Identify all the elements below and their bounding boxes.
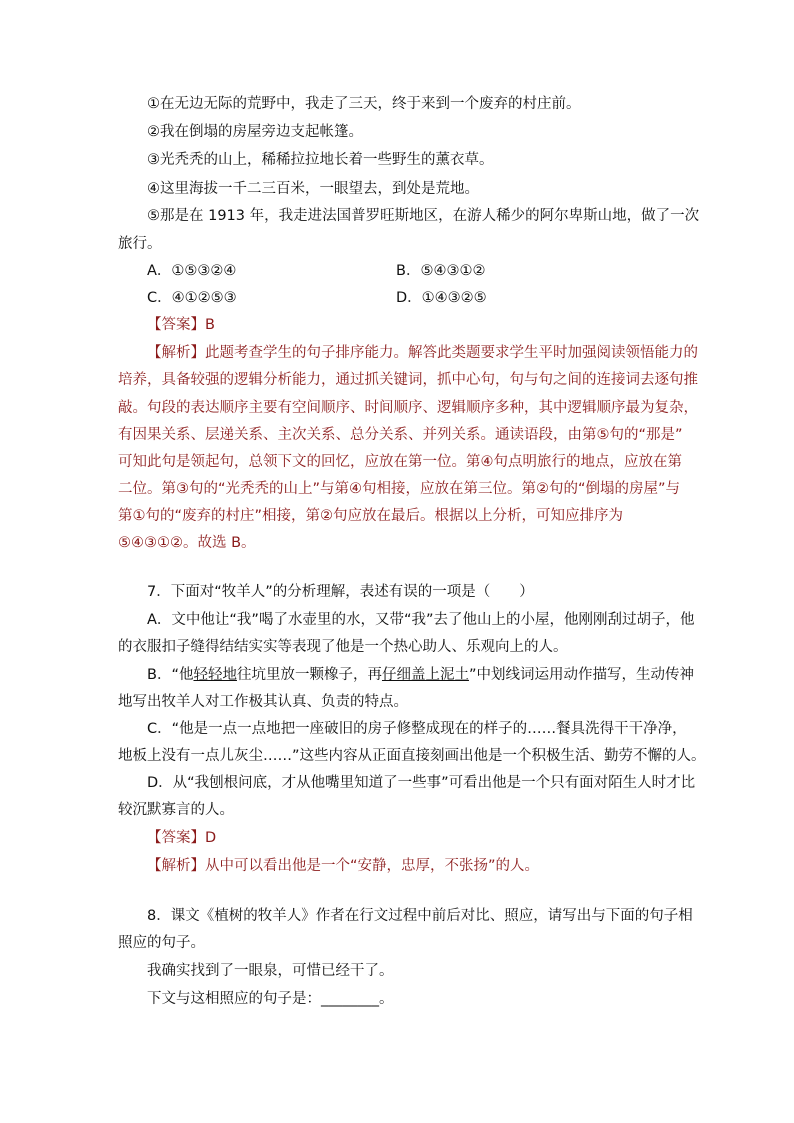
- q7-option-b-text: 往坑里放一颗橡子，再: [236, 667, 382, 683]
- q6-sentence-3: ③光秃秃的山上，稀稀拉拉地长着一些野生的薰衣草。: [147, 152, 494, 168]
- q6-sentence-1: ①在无边无际的荒野中，我走了三天，终于来到一个废弃的村庄前。: [147, 96, 581, 112]
- q7-option-b-line-1: [147, 665, 694, 685]
- q7-option-b-text: B．“他: [147, 667, 194, 683]
- q7-stem: 7．下面对“牧羊人”的分析理解，表述有误的一项是（ ）: [147, 584, 534, 600]
- q7-option-a-line-1: A．文中他让“我”喝了水壶里的水，又带“我”去了他山上的小屋，他刚刚刮过胡子，他: [147, 612, 695, 628]
- q6-analysis-line: 【解析】此题考查学生的句子排序能力。解答此类题要求学生平时加强阅读领悟能力的: [147, 345, 698, 361]
- q6-sentence-5-line-2: 旅行。: [118, 236, 162, 252]
- q6-analysis-line: 有因果关系、层递关系、主次关系、总分关系、并列关系。通读语段，由第⑤句的“那是”: [118, 427, 683, 443]
- q8-answer-prompt: 下文与这相照应的句子是：________。: [147, 991, 394, 1007]
- q6-sentence-2: ②我在倒塌的房屋旁边支起帐篷。: [147, 124, 363, 140]
- q6-option-b: B．⑤④③①②: [396, 263, 486, 279]
- q6-sentence-5-line-1: ⑤那是在 1913 年，我走进法国普罗旺斯地区，在游人稀少的阿尔卑斯山地，做了一次: [147, 208, 700, 224]
- q7-option-c-line-1: C．“他是一点一点地把一座破旧的房子修整成现在的样子的……餐具洗得干干净净，: [147, 721, 687, 737]
- q7-option-d-line-1: D．从“我刨根问底，才从他嘴里知道了一些事”可看出他是一个只有面对陌生人时才比: [147, 775, 696, 791]
- q8-stem-line-2: 照应的句子。: [118, 935, 205, 951]
- q7-option-a-line-2: 的衣服扣子缝得结结实实等表现了他是一个热心助人、乐观向上的人。: [118, 639, 568, 655]
- q6-analysis-line: 培养，具备较强的逻辑分析能力，通过抓关键词，抓中心句，句与句之间的连接词去逐句推: [118, 372, 698, 388]
- q6-sentence-4: ④这里海拔一千二三百米，一眼望去，到处是荒地。: [147, 181, 479, 197]
- q6-analysis-line: 敲。句段的表达顺序主要有空间顺序、时间顺序、逻辑顺序多种，其中逻辑顺序最为复杂，: [118, 400, 698, 416]
- q6-analysis-line: 可知此句是领起句，总领下文的回忆，应放在第一位。第④句点明旅行的地点，应放在第: [118, 454, 682, 470]
- underlined-phrase: 仔细盖上泥土: [381, 667, 469, 683]
- underlined-phrase: 轻轻地: [193, 667, 237, 683]
- q7-answer: 【答案】D: [147, 830, 217, 846]
- q6-answer: 【答案】B: [147, 317, 215, 333]
- q8-stem-line-1: 8．课文《植树的牧羊人》作者在行文过程中前后对比、照应，请写出与下面的句子相: [147, 908, 693, 924]
- q7-option-c-line-2: 地板上没有一点儿灰尘……”这些内容从正面直接刻画出他是一个积极生活、勤劳不懈的人。: [118, 748, 706, 764]
- q6-analysis-line: ⑤④③①②。故选 B。: [118, 535, 256, 551]
- q6-option-d: D．①④③②⑤: [396, 290, 487, 306]
- q6-option-a: A．①⑤③②④: [147, 263, 237, 279]
- q6-analysis-line: 二位。第③句的“光秃秃的山上”与第④句相接，应放在第三位。第②句的“倒塌的房屋”与: [118, 481, 681, 497]
- q8-quote: 我确实找到了一眼泉，可惜已经干了。: [147, 963, 394, 979]
- q7-option-d-line-2: 较沉默寡言的人。: [118, 802, 234, 818]
- q7-analysis: 【解析】从中可以看出他是一个“安静，忠厚，不张扬”的人。: [147, 858, 540, 874]
- q6-analysis-line: 第①句的“废弃的村庄”相接，第②句应放在最后。根据以上分析，可知应排序为: [118, 508, 624, 524]
- q6-option-c: C．④①②⑤③: [147, 290, 237, 306]
- q7-option-b-line-2: 地写出牧羊人对工作极其认真、负责的特点。: [118, 694, 408, 710]
- q7-option-b-text: ”中划线词运用动作描写，生动传神: [468, 667, 694, 683]
